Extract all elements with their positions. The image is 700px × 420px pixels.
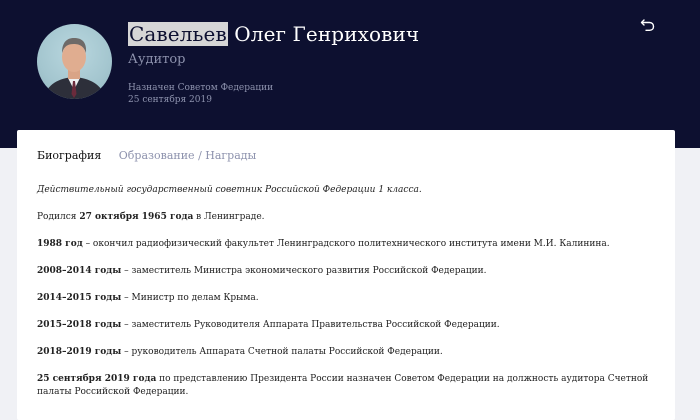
entry-years: 2015–2018 годы [37,320,122,330]
person-name [128,22,419,46]
career-entry [37,346,657,359]
rank-title: Действительный государственный советник Российской Федерации 1 класса. [37,185,422,195]
entry-years: 25 сентября 2019 года [37,374,157,384]
tab-education-awards[interactable]: Образование / Награды [118,149,257,162]
career-entry [37,265,657,278]
entry-text: – заместитель Министра экономического развития Российской Федерации. [121,266,487,276]
tab-bar [37,149,270,162]
entry-years: 2014–2015 годы [37,293,122,303]
entry-text: – руководитель Аппарата Счетной палаты Российской Федерации. [121,347,443,357]
entry-text: – заместитель Руководителя Аппарата Правительства Российской Федерации. [121,320,500,330]
entry-text: – Министр по делам Крыма. [121,293,259,303]
entry-years: 1988 год [37,239,83,249]
appointment-info [128,82,273,106]
career-entry [37,373,657,399]
appointed-date: 25 сентября 2019 [128,95,212,105]
profile-header [0,0,700,148]
career-entry [37,238,657,251]
given-names: Олег Генрихович [234,22,420,46]
birth-date: 27 октября 1965 года [79,212,194,222]
birth-prefix: Родился [37,212,80,222]
back-arrow-icon[interactable] [640,17,656,33]
biography-text [37,184,657,413]
avatar [37,24,112,99]
tab-biography[interactable]: Биография [37,149,102,162]
birth-entry [37,211,657,224]
entry-years: 2018–2019 годы [37,347,122,357]
career-entry [37,292,657,305]
birth-suffix: в Ленинграде. [193,212,265,222]
entry-years: 2008–2014 годы [37,266,122,276]
entry-text: по представлению Президента России назначен Советом Федерации на должность аудитора Счетной палаты Российской Федерации. [37,374,649,397]
biography-card [17,130,675,420]
career-entry [37,319,657,332]
surname: Савельев [129,22,227,46]
entry-text: – окончил радиофизический факультет Ленинградского политехнического института имени М.И. Калинина. [82,239,610,249]
person-role: Аудитор [128,52,186,67]
appointed-by: Назначен Советом Федерации [128,83,274,93]
